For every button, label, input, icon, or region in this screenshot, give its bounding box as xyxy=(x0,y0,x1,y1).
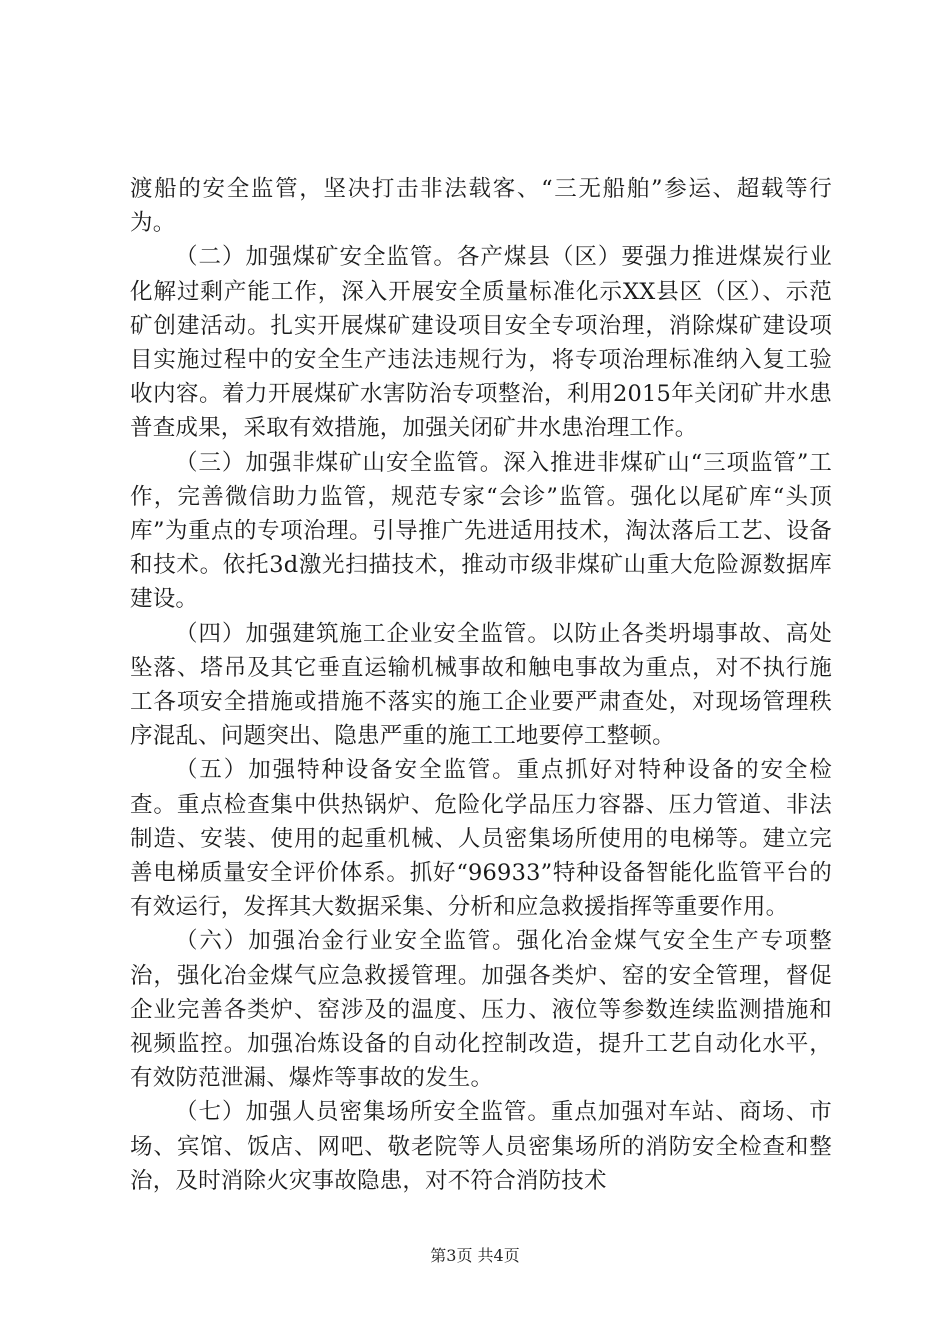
document-body xyxy=(130,172,832,1198)
paragraph-continuation: 渡船的安全监管，坚决打击非法载客、“三无船舶”参运、超载等行为。 xyxy=(130,176,832,237)
paragraph-non-coal-mine: （三）加强非煤矿山安全监管。深入推进非煤矿山“三项监管”工作，完善微信助力监管，规范专家“会诊”监管。强化以尾矿库“头顶库”为重点的专项治理。引导推广先进适用技术，淘汰落后工艺、设备和技术。依托3d激光扫描技术，推动市级非煤矿山重大危险源数据库建设。 xyxy=(130,449,832,613)
paragraph-crowded-places: （七）加强人员密集场所安全监管。重点加强对车站、商场、市场、宾馆、饭店、网吧、敬老院等人员密集场所的消防安全检查和整治，及时消除火灾事故隐患，对不符合消防技术 xyxy=(130,1099,832,1194)
paragraph-construction: （四）加强建筑施工企业安全监管。以防止各类坍塌事故、高处坠落、塔吊及其它垂直运输机械事故和触电事故为重点，对不执行施工各项安全措施或措施不落实的施工企业要严肃查处，对现场管理秩序混乱、问题突出、隐患严重的施工工地要停工整顿。 xyxy=(130,620,832,750)
paragraph-metallurgy: （六）加强冶金行业安全监管。强化冶金煤气安全生产专项整治，强化冶金煤气应急救援管理。加强各类炉、窑的安全管理，督促企业完善各类炉、窑涉及的温度、压力、液位等参数连续监测措施和视频监控。加强冶炼设备的自动化控制改造，提升工艺自动化水平，有效防范泄漏、爆炸等事故的发生。 xyxy=(130,928,832,1092)
paragraph-special-equipment: （五）加强特种设备安全监管。重点抓好对特种设备的安全检查。重点检查集中供热锅炉、危险化学品压力容器、压力管道、非法制造、安装、使用的起重机械、人员密集场所使用的电梯等。建立完善电梯质量安全评价体系。抓好“96933”特种设备智能化监管平台的有效运行，发挥其大数据采集、分析和应急救援指挥等重要作用。 xyxy=(130,757,832,921)
paragraph-coal-mine: （二）加强煤矿安全监管。各产煤县（区）要强力推进煤炭行业化解过剩产能工作，深入开展安全质量标准化示XX县区（区）、示范矿创建活动。扎实开展煤矿建设项目安全专项治理，消除煤矿建设项目实施过程中的安全生产违法违规行为，将专项治理标准纳入复工验收内容。着力开展煤矿水害防治专项整治，利用2015年关闭矿井水患普查成果，采取有效措施，加强关闭矿井水患治理工作。 xyxy=(130,244,832,442)
page-number-footer: 第3页 共4页 xyxy=(430,1246,520,1265)
